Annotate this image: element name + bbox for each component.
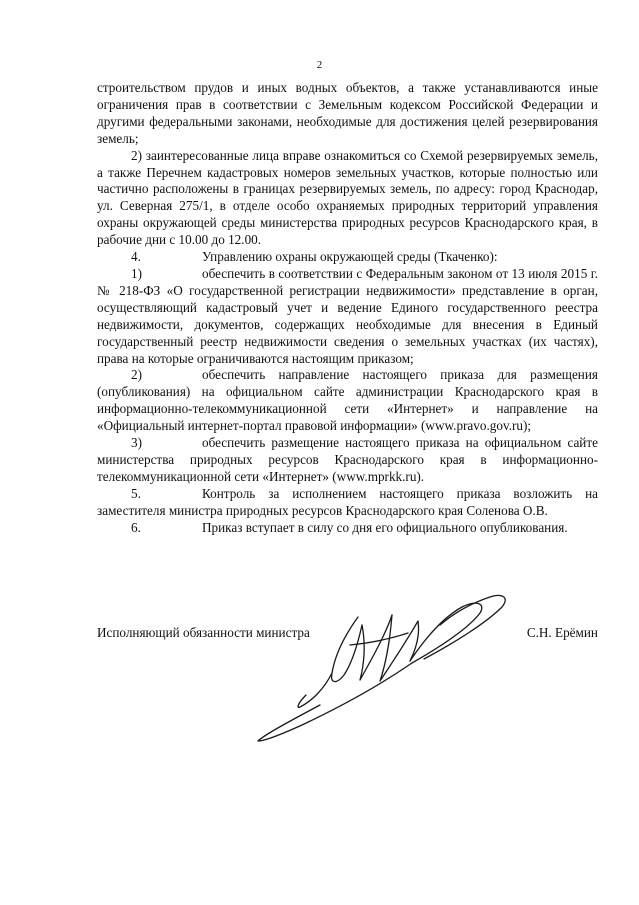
item-text: Управлению охраны окружающей среды (Ткаченко): [202, 249, 498, 265]
item-text: Контроль за исполнением настоящего приказа возложить на заместителя министра природных ресурсов Краснодарского края Соленова О.В. [97, 485, 598, 518]
item-number: 6. [131, 519, 141, 535]
paragraph-item-5 [97, 486, 598, 520]
page-number: 2 [316, 59, 323, 71]
document-body [97, 80, 598, 536]
paragraph-subitem-2 [97, 367, 598, 435]
item-number: 1) [131, 265, 142, 281]
signatory-name: С.Н. Ерёмин [526, 625, 598, 640]
paragraph-subitem-1 [97, 266, 598, 367]
paragraph-item-6 [97, 520, 598, 537]
item-number: 2) [131, 367, 142, 383]
signatory-title: Исполняющий обязанности министра [97, 625, 310, 640]
item-number: 3) [131, 435, 142, 451]
item-text: обеспечить размещение настоящего приказа на официальном сайте министерства природных ресурсов Краснодарского края в информационно-телекоммуникационной сети «Интернет» (www.mprkk.ru). [97, 435, 598, 484]
paragraph-continuation: строительством прудов и иных водных объектов, а также устанавливаются иные ограничения прав в соответствии с Земельным кодексом Российской Федерации и другими федеральными законами, необходимые для достижения целей резервирования земель; [97, 80, 598, 146]
paragraph-item-2: 2) заинтересованные лица вправе ознакомиться со Схемой резервируемых земель, а также Перечнем кадастровых номеров земельных участков, которые полностью или частично расположены в границах резервируемых земель, по адресу: город Краснодар, ул. Северная 275/1, в отделе особо охраняемых природных территорий управления охраны окружающей среды министерства природных ресурсов Краснодарского края, в рабочие дни с 10.00 до 12.00. [97, 147, 598, 248]
item-number: 4. [131, 249, 141, 265]
handwritten-signature-icon [240, 585, 520, 755]
item-number: 5. [131, 485, 141, 501]
item-text: обеспечить направление настоящего приказа для размещения (опубликования) на официальном сайте администрации Краснодарского края в информационно-телекоммуникационной сети «Интернет» и направление на «Официальный интернет-портал правовой информации» (www.pravo.gov.ru); [97, 367, 598, 434]
paragraph-subitem-3 [97, 435, 598, 486]
item-text: Приказ вступает в силу со дня его официального опубликования. [202, 519, 568, 535]
paragraph-item-4 [97, 249, 598, 266]
item-text: обеспечить в соответствии с Федеральным законом от 13 июля 2015 г. № 218-ФЗ «О государственной регистрации недвижимости» представление в орган, осуществляющий кадастровый учет и ведение Единого государственного реестра недвижимости, документов, содержащих необходимые для внесения в Единый государственный реестр недвижимости сведения о земельных участках (их частях), права на которые ограничиваются настоящим приказом; [97, 265, 598, 366]
